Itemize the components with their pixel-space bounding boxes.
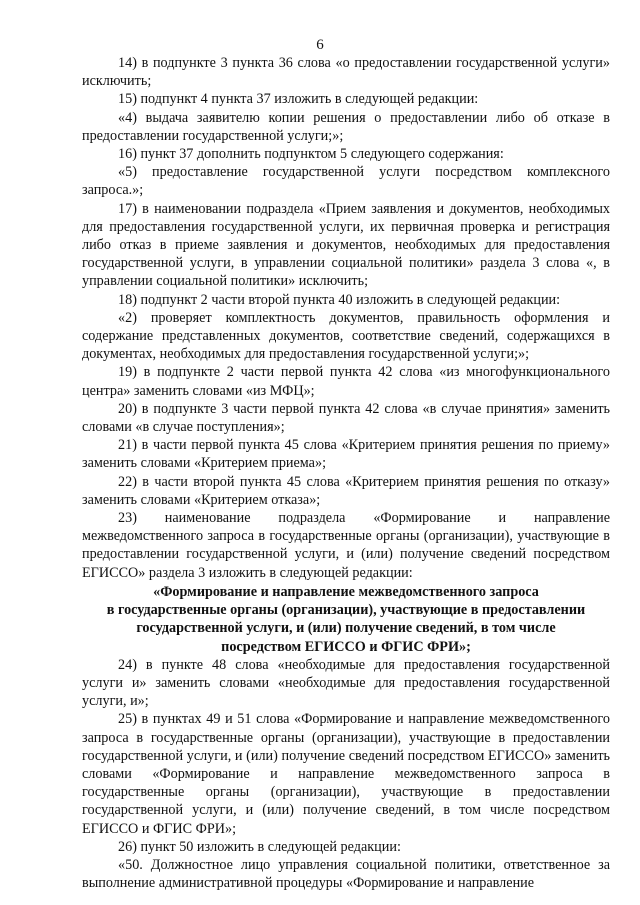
quote-paragraph-50: «50. Должностное лицо управления социальной политики, ответственное за выполнение административной процедуры «Формирование и направление [82,856,610,892]
heading-line: государственной услуги, и (или) получение сведений, в том числе [136,620,556,637]
quote-paragraph-5: «5) предоставление государственной услуги посредством комплексного запроса.»; [82,164,610,199]
paragraph-20: 20) в подпункте 3 части первой пункта 42 слова «в случае принятия» заменить словами «в случае поступления»; [82,400,610,436]
heading-line: «Формирование и направление межведомственного запроса [153,583,539,600]
paragraph-14: 14) в подпункте 3 пункта 36 слова «о предоставлении государственной услуги» исключить; [82,55,610,90]
document-body [82,54,610,892]
paragraph-26: 26) пункт 50 изложить в следующей редакции: [118,838,401,855]
subsection-heading [82,583,610,656]
paragraph-24: 24) в пункте 48 слова «необходимые для предоставления государственной услуги и» заменить словами «необходимые для предоставления государственной услуги, и»; [82,656,610,710]
heading-line: посредством ЕГИССО и ФГИС ФРИ»; [221,638,471,655]
paragraph-18: 18) подпункт 2 части второй пункта 40 изложить в следующей редакции: [118,291,561,308]
page-number: 6 [316,37,324,53]
paragraph-17: 17) в наименовании подраздела «Прием заявления и документов, необходимых для предоставления государственной услуги, их первичная проверка и регистрация либо отказ в приеме заявления и документов, необходимых для предоставления государственной услуги, в управлении социальной политики» раздела 3 слова «, в управлении социальной политики» исключить; [82,200,610,290]
heading-line: в государственные органы (организации), участвующие в предоставлении [106,602,586,619]
paragraph-23: 23) наименование подраздела «Формирование и направление межведомственного запроса в государственные органы (организации), участвующие в предоставлении государственной услуги, и (или) получение сведений посредством ЕГИССО» раздела 3 изложить в следующей редакции: [82,510,610,581]
quote-paragraph-4: «4) выдача заявителю копии решения о предоставлении либо об отказе в предоставлении государственной услуги;»; [82,109,610,144]
paragraph-15: 15) подпункт 4 пункта 37 изложить в следующей редакции: [118,91,479,108]
quote-paragraph-2: «2) проверяет комплектность документов, правильность оформления и содержание представленных документов, соответствие сведений, содержащихся в документах, необходимых для предоставления государственной услуги;»; [82,309,610,363]
paragraph-22: 22) в части второй пункта 45 слова «Критерием принятия решения по отказу» заменить словами «Критерием отказа»; [82,473,610,508]
paragraph-16: 16) пункт 37 дополнить подпунктом 5 следующего содержания: [118,146,504,163]
paragraph-21: 21) в части первой пункта 45 слова «Критерием принятия решения по приему» заменить словами «Критерием приема»; [82,437,610,472]
paragraph-25: 25) в пунктах 49 и 51 слова «Формирование и направление межведомственного запроса в государственные органы (организации), участвующие в предоставлении государственной услуги, и (или) получение сведений посредством ЕГИССО» заменить словами «Формирование и направление межведомственного запроса в государственные органы (организации), участвующие в предоставлении государственной услуги, и (или) получение сведений, в том числе посредством ЕГИССО и ФГИС ФРИ»; [82,711,610,837]
paragraph-19: 19) в подпункте 2 части первой пункта 42 слова «из многофункционального центра» заменить словами «из МФЦ»; [82,364,610,399]
